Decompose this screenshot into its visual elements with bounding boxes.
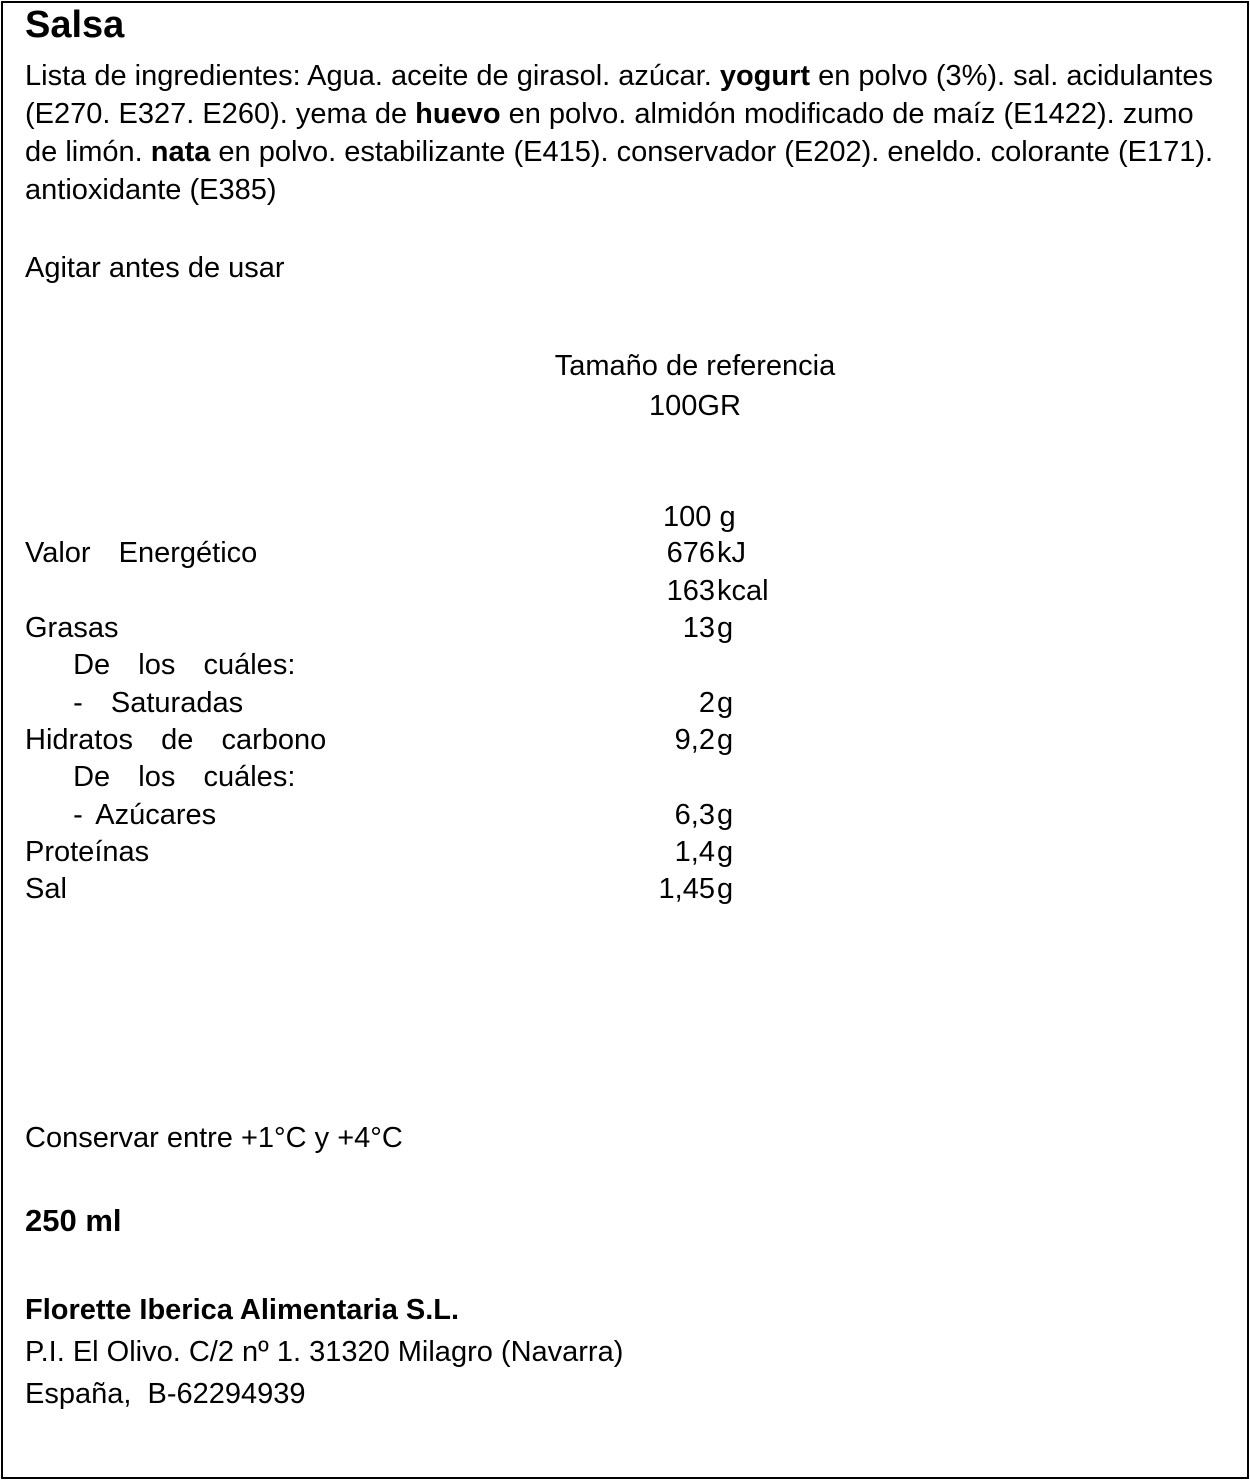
company-name: Florette Iberica Alimentaria S.L. xyxy=(25,1294,460,1326)
nutrition-row-value: 13 xyxy=(682,612,715,644)
ingredients-segment-allergen: yogurt xyxy=(719,60,811,92)
nutrition-row-label: Proteínas xyxy=(25,836,150,868)
reference-size-label: Tamaño de referencia xyxy=(554,350,836,382)
company-address: P.I. El Olivo. C/2 nº 1. 31320 Milagro (Navarra) xyxy=(25,1336,624,1368)
company-country-id: España, B-62294939 xyxy=(25,1378,306,1410)
nutrition-row-value: 6,3 xyxy=(674,799,715,831)
nutrition-row-unit: kJ xyxy=(717,537,746,569)
nutrition-column-header: 100 g xyxy=(663,501,736,533)
nutrition-row-unit: g xyxy=(717,799,734,831)
ingredients-segment-allergen: huevo xyxy=(415,98,501,130)
nutrition-row-unit: g xyxy=(717,836,734,868)
ingredients-segment-allergen: nata xyxy=(150,136,211,168)
nutrition-row-label: De los cuáles: xyxy=(45,761,296,793)
ingredients-segment: en polvo. estabilizante (E415). conservador (E202). eneldo. colorante (E171). antioxidante (E385) xyxy=(25,136,1214,206)
reference-size-value: 100GR xyxy=(649,390,741,422)
nutrition-row-value: 2 xyxy=(698,687,715,719)
net-volume: 250 ml xyxy=(25,1203,122,1238)
nutrition-row-unit: g xyxy=(717,612,734,644)
nutrition-row-value: 9,2 xyxy=(674,724,715,756)
nutrition-row-label: Valor Energético xyxy=(25,537,258,569)
ingredients-list xyxy=(25,57,1225,209)
nutrition-row-unit: g xyxy=(717,873,734,905)
nutrition-row-value: 1,4 xyxy=(674,836,715,868)
nutrition-row-label: De los cuáles: xyxy=(45,649,296,681)
nutrition-row-label: Hidratos de carbono xyxy=(25,724,327,756)
nutrition-row-value: 676 xyxy=(666,537,715,569)
ingredients-segment: en polvo (3%). sal. acidulantes (E270. E327. E260). yema de xyxy=(25,60,1214,130)
storage-instruction: Conservar entre +1°C y +4°C xyxy=(25,1122,403,1154)
nutrition-row-unit: g xyxy=(717,724,734,756)
nutrition-row-label: Grasas xyxy=(25,612,119,644)
nutrition-row-value: 1,45 xyxy=(658,873,715,905)
ingredients-segment: Lista de ingredientes: Agua. aceite de girasol. azúcar. xyxy=(25,60,720,92)
ingredients-segment: en polvo. almidón modificado de maíz (E1422). zumo de limón. xyxy=(25,98,1194,168)
nutrition-row-label: - Saturadas xyxy=(45,687,244,719)
nutrition-row-value: 163 xyxy=(666,575,715,607)
nutrition-row-unit: kcal xyxy=(717,575,769,607)
nutrition-row-unit: g xyxy=(717,687,734,719)
nutrition-row-label: - Azúcares xyxy=(45,799,217,831)
nutrition-row-label: Sal xyxy=(25,873,67,905)
shake-instruction: Agitar antes de usar xyxy=(25,252,285,284)
product-title: Salsa xyxy=(25,4,125,46)
